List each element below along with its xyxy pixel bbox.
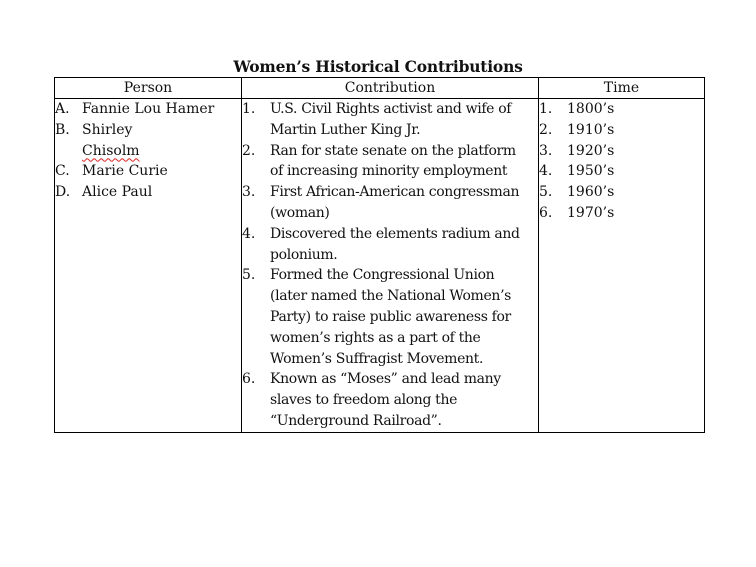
time-value: 1950’s <box>567 163 615 180</box>
contribution-text: Ran for state senate on the platform of increasing minority employment <box>270 142 516 180</box>
contribution-item-5 <box>242 265 538 369</box>
list-marker: 4. <box>539 163 553 180</box>
header-contribution: Contribution <box>242 78 539 99</box>
contributions-table <box>54 77 705 433</box>
person-item-b <box>55 120 241 162</box>
list-marker: C. <box>55 163 70 180</box>
person-name: Alice Paul <box>82 184 153 201</box>
time-list <box>539 99 704 224</box>
contribution-text: Formed the Congressional Union (later named the National Women’s Party) to raise public awareness for women’s rights as a part of the Women’s Suffragist Movement. <box>270 267 512 367</box>
header-time: Time <box>539 78 705 99</box>
contribution-item-3 <box>242 182 538 224</box>
spellcheck-flagged-word[interactable]: Chisolm <box>82 142 140 159</box>
time-item-3 <box>539 141 704 162</box>
time-value: 1960’s <box>567 184 615 201</box>
list-marker: 5. <box>242 267 256 284</box>
list-marker: 1. <box>242 101 256 117</box>
list-marker: 2. <box>242 142 256 159</box>
list-marker: A. <box>55 101 70 117</box>
person-list <box>55 99 241 203</box>
contribution-item-4 <box>242 224 538 266</box>
time-item-1 <box>539 99 704 120</box>
header-row <box>55 78 705 99</box>
header-person: Person <box>55 78 242 99</box>
contribution-text: U.S. Civil Rights activist and wife of Martin Luther King Jr. <box>270 101 512 138</box>
person-name: Fannie Lou Hamer <box>82 101 215 117</box>
time-value: 1910’s <box>567 121 615 138</box>
contribution-item-1 <box>242 99 538 141</box>
list-marker: 6. <box>539 204 553 221</box>
time-cell <box>539 99 705 433</box>
list-marker: B. <box>55 121 70 138</box>
time-item-4 <box>539 161 704 182</box>
person-name: Marie Curie <box>82 163 168 180</box>
contribution-list <box>242 99 538 432</box>
list-marker: 3. <box>539 142 553 159</box>
list-marker: D. <box>55 184 71 201</box>
time-item-5 <box>539 182 704 203</box>
person-name: Shirley Chisolm <box>82 121 140 159</box>
list-marker: 2. <box>539 121 553 138</box>
time-item-2 <box>539 120 704 141</box>
person-item-a <box>55 99 241 120</box>
time-item-6 <box>539 203 704 224</box>
contribution-text: First African-American congressman (woman) <box>270 184 520 221</box>
document-title: Women’s Historical Contributions <box>233 57 523 76</box>
person-cell <box>55 99 242 433</box>
contribution-item-6 <box>242 369 538 431</box>
list-marker: 3. <box>242 184 256 201</box>
time-value: 1970’s <box>567 204 615 221</box>
person-item-d <box>55 182 241 203</box>
list-marker: 6. <box>242 371 256 388</box>
time-value: 1920’s <box>567 142 615 159</box>
contribution-text: Known as “Moses” and lead many slaves to freedom along the “Underground Railroad”. <box>270 371 501 429</box>
person-item-c <box>55 161 241 182</box>
contribution-cell <box>242 99 539 433</box>
list-marker: 4. <box>242 225 256 242</box>
contribution-item-2 <box>242 141 538 183</box>
list-marker: 1. <box>539 101 553 117</box>
body-row <box>55 99 705 433</box>
time-value: 1800’s <box>567 101 615 117</box>
list-marker: 5. <box>539 184 553 201</box>
contribution-text: Discovered the elements radium and polonium. <box>270 225 520 263</box>
